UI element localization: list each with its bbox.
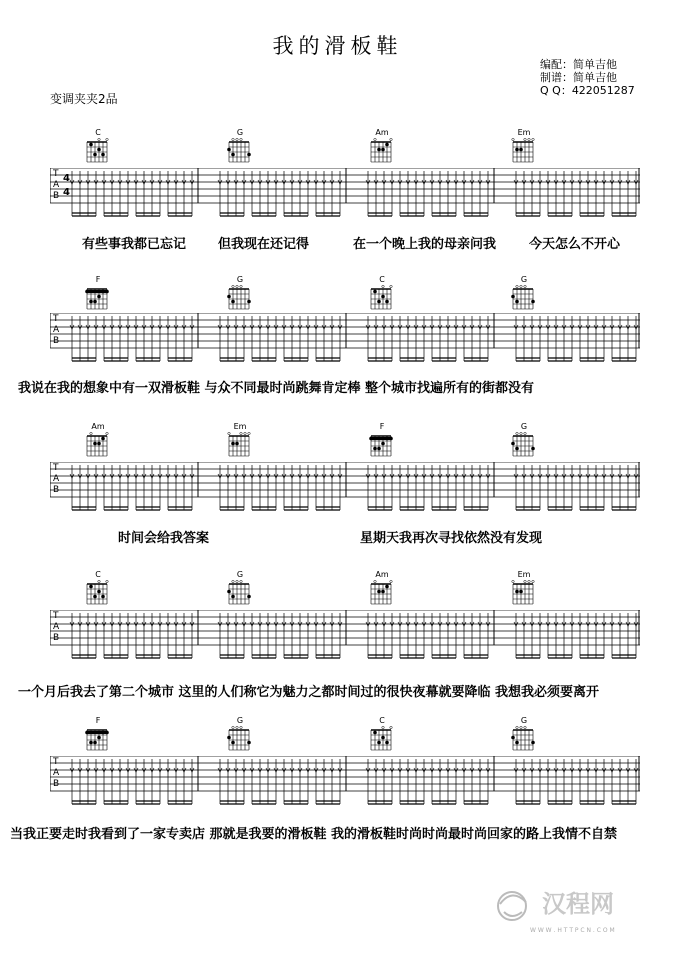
chord-name: G [236, 128, 244, 137]
tab-clef-letter: B [53, 336, 60, 346]
tab-clef-letter: A [53, 768, 60, 778]
chord-name: C [95, 128, 101, 137]
lyric-line: 有些事我都已忘记 [82, 237, 187, 252]
tab-clef-letter: A [53, 622, 60, 632]
chord-grid [369, 138, 394, 163]
chord-grid [85, 580, 110, 605]
chord-grid [511, 138, 536, 163]
tab-clef-letter: A [53, 180, 60, 190]
tab-clef-letter: T [53, 169, 59, 179]
chord-grid [511, 726, 536, 751]
chord-grid [85, 138, 110, 163]
qq-contact: Q Q：422051287 [540, 84, 635, 97]
chord-name: F [379, 422, 385, 431]
chord-name: Am [375, 128, 389, 137]
chord-grid [227, 432, 252, 457]
lyric-line: 一个月后我去了第二个城市 这里的人们称它为魅力之都时间过的很快夜幕就要降临 我想我必须要离开 [18, 685, 600, 700]
chord-name: G [236, 570, 244, 579]
chord-grid [227, 580, 252, 605]
chord-name: Em [517, 128, 531, 137]
tab-clef-letter: B [53, 633, 60, 643]
chord-grid [227, 285, 252, 310]
chord-name: F [95, 716, 101, 725]
chord-grid [369, 726, 394, 751]
chord-grid [85, 285, 110, 310]
chord-name: Em [233, 422, 247, 431]
chord-name: G [520, 716, 528, 725]
chord-grid [227, 138, 252, 163]
chord-name: C [379, 275, 385, 284]
watermark-text: 汉程网 [542, 890, 614, 918]
lyric-line: 但我现在还记得 [218, 237, 310, 252]
chord-name: G [236, 716, 244, 725]
chord-grid [85, 432, 110, 457]
chord-grid [511, 580, 536, 605]
time-signature: 4 [63, 187, 70, 198]
tab-staff [50, 313, 640, 365]
tab-staff [50, 610, 640, 662]
tab-clef-letter: T [53, 757, 59, 767]
chord-name: Em [517, 570, 531, 579]
chord-grid [511, 432, 536, 457]
chord-name: C [95, 570, 101, 579]
tab-clef-letter: T [53, 463, 59, 473]
watermark-url: W W W . H T T P C N . C O M [530, 927, 615, 934]
transcriber-credit: 制谱：简单吉他 [540, 71, 617, 84]
lyric-line: 在一个晚上我的母亲问我 [353, 237, 497, 252]
tab-staff [50, 168, 640, 220]
tab-clef-letter: A [53, 474, 60, 484]
chord-name: G [520, 275, 528, 284]
lyric-line: 我说在我的想象中有一双滑板鞋 与众不同最时尚跳舞肯定棒 整个城市找遍所有的街都没有 [18, 381, 535, 396]
chord-grid [85, 726, 110, 751]
song-title: 我的滑板鞋 [272, 34, 403, 58]
chord-grid [511, 285, 536, 310]
chord-name: Am [91, 422, 105, 431]
chord-name: Am [375, 570, 389, 579]
tab-staff [50, 462, 640, 514]
lyric-line: 今天怎么不开心 [529, 237, 621, 252]
chord-grid [369, 285, 394, 310]
chord-name: C [379, 716, 385, 725]
watermark-logo [490, 880, 660, 940]
tab-clef-letter: B [53, 779, 60, 789]
chord-name: F [95, 275, 101, 284]
chord-name: G [236, 275, 244, 284]
tab-clef-letter: T [53, 314, 59, 324]
lyric-line: 星期天我再次寻找依然没有发现 [360, 531, 543, 546]
chord-grid [369, 432, 394, 457]
tab-clef-letter: B [53, 191, 60, 201]
capo-note: 变调夹夹2品 [50, 92, 118, 106]
tab-clef-letter: B [53, 485, 60, 495]
tab-clef-letter: T [53, 611, 59, 621]
time-signature: 4 [63, 173, 70, 184]
tab-clef-letter: A [53, 325, 60, 335]
tab-staff [50, 756, 640, 808]
chord-grid [227, 726, 252, 751]
lyric-line: 时间会给我答案 [118, 531, 210, 546]
chord-name: G [520, 422, 528, 431]
lyric-line: 当我正要走时我看到了一家专卖店 那就是我要的滑板鞋 我的滑板鞋时尚时尚最时尚回家的路上我情不自禁 [10, 827, 618, 842]
chord-grid [369, 580, 394, 605]
arranger-credit: 编配：简单吉他 [540, 58, 617, 71]
